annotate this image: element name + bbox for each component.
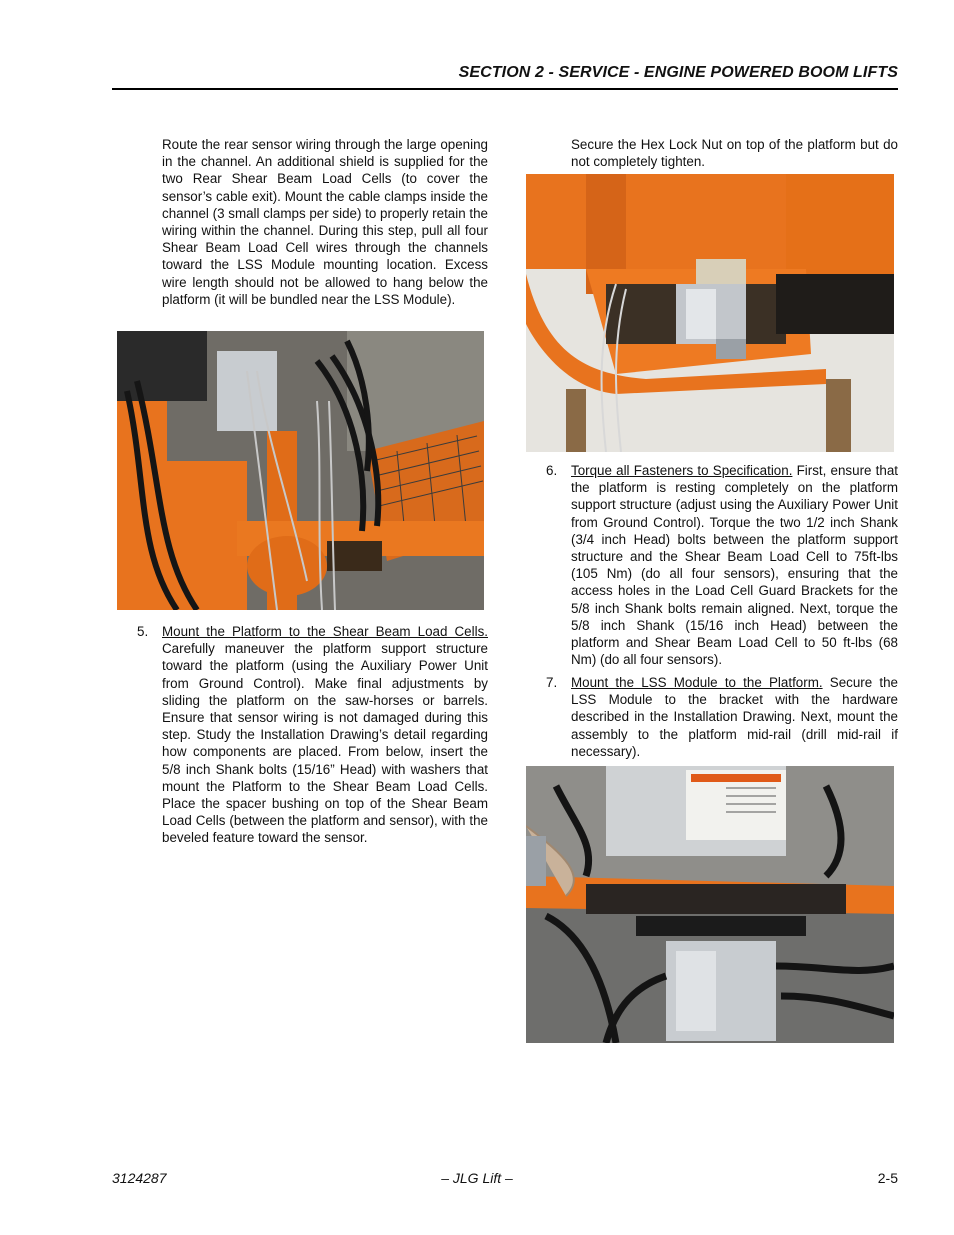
step-7-heading: Mount the LSS Module to the Platform. [571,675,823,690]
step-6-heading: Torque all Fasteners to Specification. [571,463,793,478]
step-6-body: First, ensure that the platform is resting completely on the platform support structure (adjust using the Auxiliary Power Unit from Ground Control). Torque the two 1/2 inch Shank (3/4 inch Head) bolts between the platform support structure and the Shear Beam Load Cell to 75ft-lbs (105 Nm) (do all four sensors), ensuring that the access holes in the Load Cell Guard Brackets for the 5/8 inch Shank bolts remain aligned. Next, torque the 5/8 inch Shank (15/16 inch Head) between the platform and Shear Beam Load Cell to 50 ft-lbs (68 Nm) (do all four sensors). [571,463,898,668]
step-7-number: 7. [546,675,558,690]
footer-doc-number: 3124287 [112,1170,167,1186]
right-column-intro [571,136,898,179]
footer-page-number: 2-5 [877,1170,898,1186]
photo-hex-lock-nut [526,174,894,452]
photo-sensor-wiring [117,331,484,610]
step-6 [546,462,898,668]
intro-paragraph-left: Route the rear sensor wiring through the large opening in the channel. An additional shield is supplied for the two Rear Shear Beam Load Cells (to cover the sensor’s cable exit). Mount the cable clamps inside the channel (3 small clamps per side) to properly retain the wiring within the channel. During this step, pull all four Shear Beam Load Cell wires through the channels toward the LSS Module mounting location. Excess wire length should not be allowed to hang below the platform (it will be bundled near the LSS Module). [162,137,488,307]
header-rule [112,88,898,90]
left-column-intro [162,136,488,317]
step-6-number: 6. [546,463,558,478]
step-5-heading: Mount the Platform to the Shear Beam Load Cells. [162,624,488,639]
photo-lss-module [526,766,894,1043]
step-7 [546,674,899,760]
step-5-body: Carefully maneuver the platform support structure toward the platform (using the Auxiliary Power Unit from Ground Control). Make final adjustments by sliding the platform on the saw-horses or barrels. Ensure that sensor wiring is not damaged during this step. Study the Installation Drawing’s detail regarding how components are placed. From below, insert the 5/8 inch Shank bolts (15/16” Head) with washers that mount the Platform to the Shear Beam Load Cells. Place the spacer bushing on top of the Shear Beam Load Cells (between the platform and sensor), with the beveled feature toward the sensor. [162,641,488,846]
footer-center-label: – JLG Lift – [441,1170,513,1186]
step-5-number: 5. [137,624,149,639]
section-header-title: SECTION 2 - SERVICE - ENGINE POWERED BOOM LIFTS [458,64,898,81]
step-5 [137,623,488,847]
intro-paragraph-right: Secure the Hex Lock Nut on top of the platform but do not completely tighten. [571,137,898,170]
step-7-body: Secure the LSS Module to the bracket with the hardware described in the Installation Drawing. Next, mount the assembly to the platform mid-rail (drill mid-rail if necessary). [571,675,899,759]
